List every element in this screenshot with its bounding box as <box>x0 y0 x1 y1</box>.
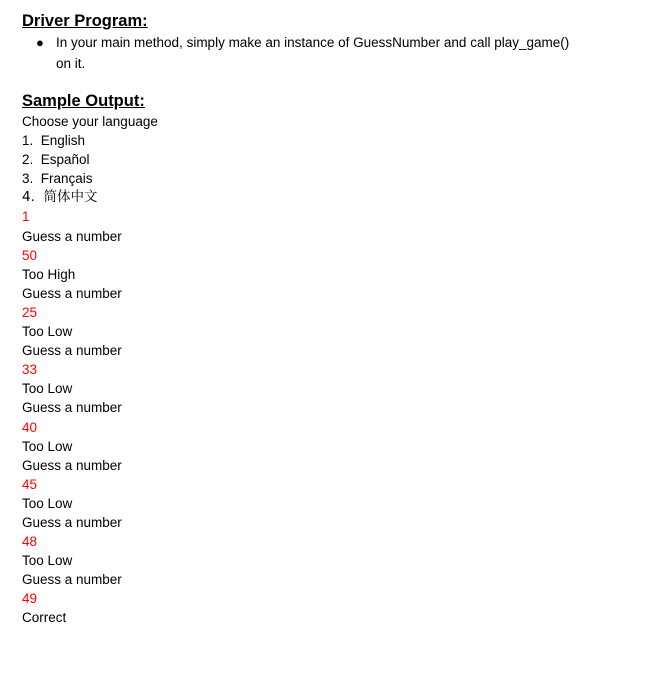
program-output-line: 4. 简体中文 <box>22 189 98 206</box>
user-input-line: 45 <box>22 476 38 492</box>
program-output-line: Choose your language <box>22 114 158 129</box>
program-output-line: Guess a number <box>22 228 122 244</box>
program-output-line: Too Low <box>22 553 73 569</box>
program-output-line: Guess a number <box>22 514 122 530</box>
bullet-icon: ● <box>36 35 44 50</box>
driver-bullet-item <box>36 32 632 74</box>
user-input-line: 33 <box>22 362 38 378</box>
program-output-line: Too High <box>22 266 76 282</box>
program-output-line: 3. Français <box>22 171 93 187</box>
program-output-line: Correct <box>22 610 67 626</box>
user-input-line: 1 <box>22 209 30 225</box>
user-input-line: 48 <box>22 534 38 550</box>
user-input-line: 40 <box>22 419 38 435</box>
user-input-line: 25 <box>22 304 38 320</box>
driver-bullet-text <box>56 32 616 74</box>
program-output-line: Guess a number <box>22 343 122 359</box>
program-output-line: Too Low <box>22 495 73 511</box>
driver-program-heading: Driver Program: <box>22 12 148 30</box>
document-page <box>22 11 632 628</box>
sample-output-heading: Sample Output: <box>22 92 145 110</box>
user-input-line: 50 <box>22 247 38 263</box>
program-output-line: Too Low <box>22 438 73 454</box>
program-output-line: Too Low <box>22 381 73 397</box>
sample-output-block <box>22 112 632 628</box>
program-output-line: 1. English <box>22 133 86 149</box>
user-input-line: 49 <box>22 591 38 607</box>
program-output-line: Guess a number <box>22 457 122 473</box>
program-output-line: 2. Español <box>22 152 90 168</box>
program-output-line: Guess a number <box>22 572 122 588</box>
section-spacer <box>22 74 632 91</box>
driver-bullet-line-2: on it. <box>56 56 86 71</box>
driver-bullet-line-1: In your main method, simply make an instance of GuessNumber and call play_game() <box>56 35 570 50</box>
program-output-line: Too Low <box>22 324 73 340</box>
program-output-line: Guess a number <box>22 400 122 416</box>
program-output-line: Guess a number <box>22 285 122 301</box>
